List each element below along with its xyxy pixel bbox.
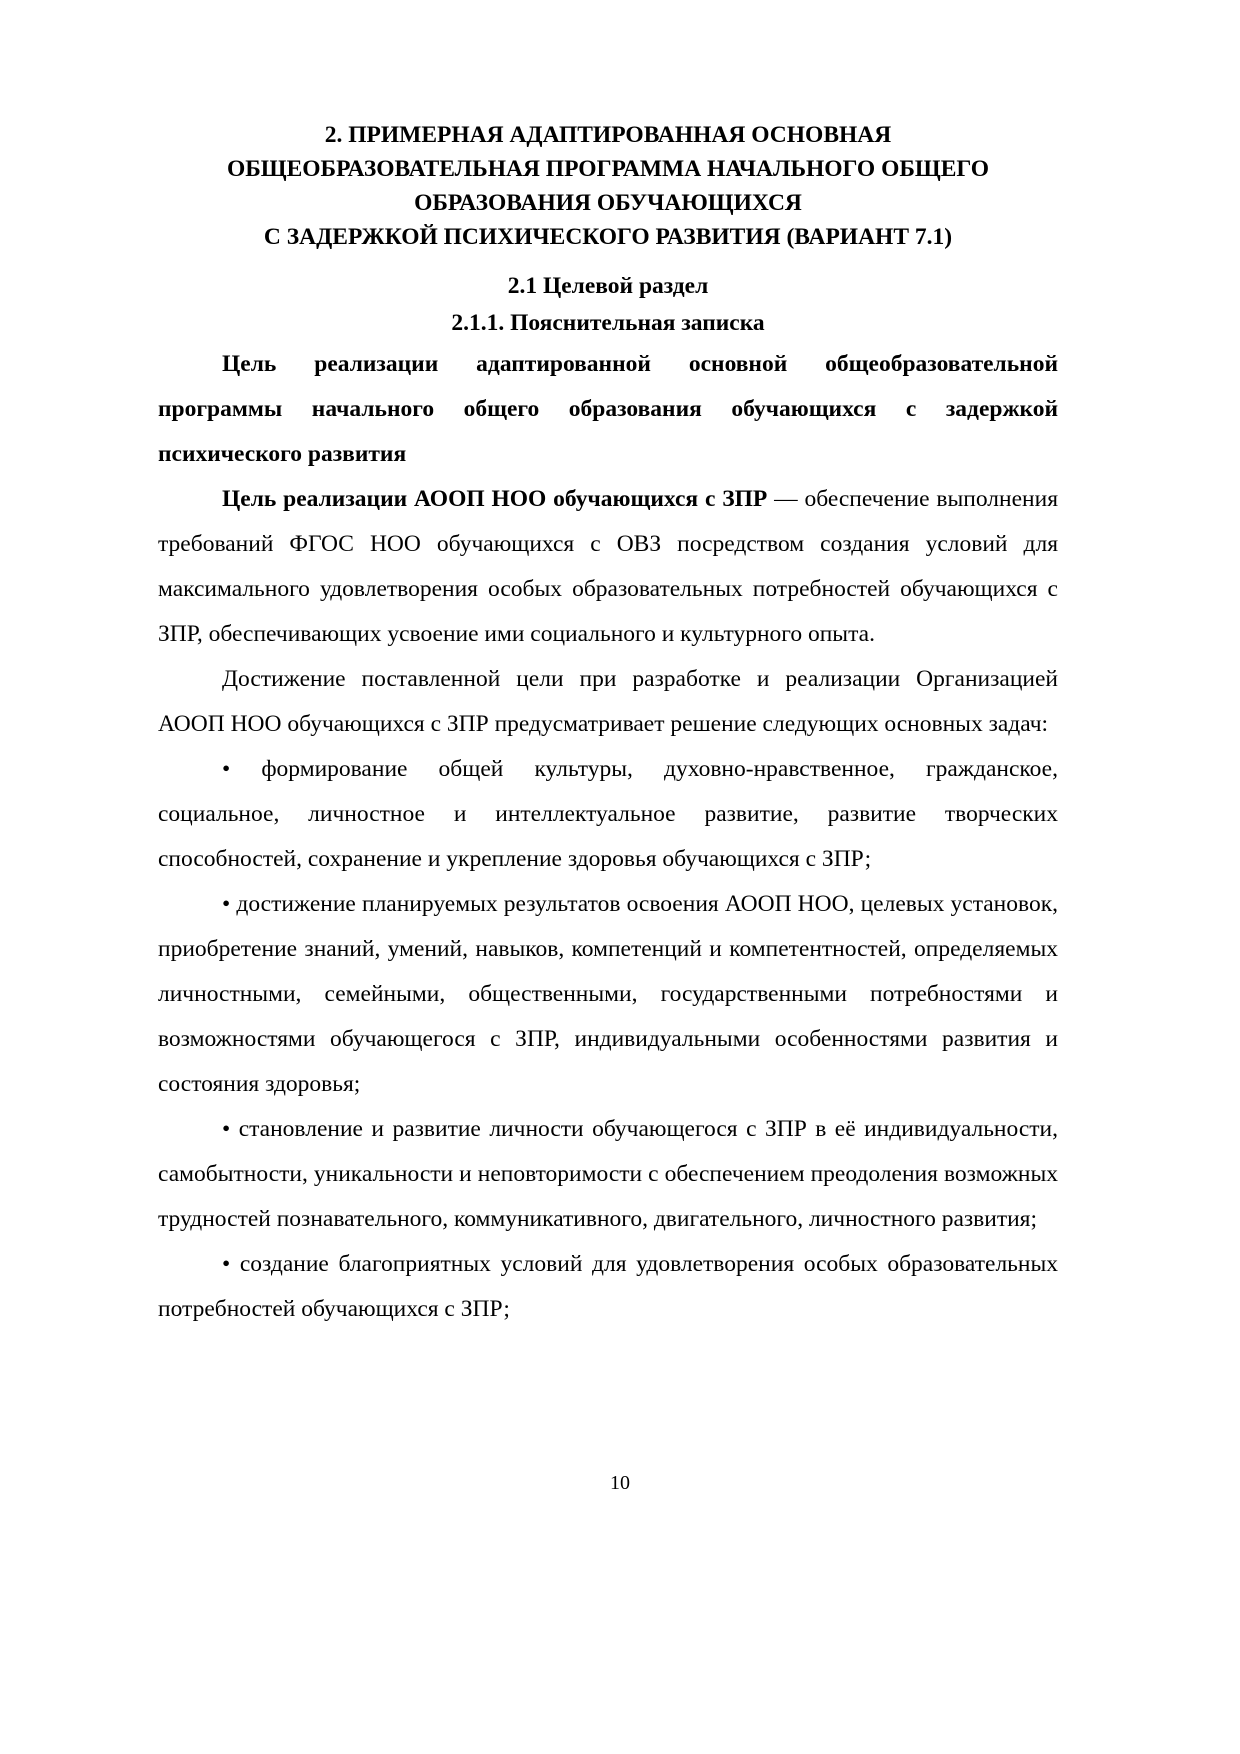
bold-text-run: Цель реализации адаптированной основной общеобразовательной программы начального общего образования обучающихся с задержкой психического развития	[158, 351, 1058, 467]
text-run: достижение планируемых результатов освоения АООП НОО, целевых установок, приобретение знаний, умений, навыков, компетенций и компетентностей, определяемых личностными, семейными, общественными, государственными потребностями и возможностями обучающегося с ЗПР, индивидуальными особенностями развития и состояния здоровья;	[158, 891, 1058, 1097]
text-run: формирование общей культуры, духовно-нравственное, гражданское, социальное, личностное и интеллектуальное развитие, развитие творческих способностей, сохранение и укрепление здоровья обучающихся с ЗПР;	[158, 756, 1058, 872]
title-line: ОБРАЗОВАНИЯ ОБУЧАЮЩИХСЯ	[414, 190, 802, 216]
text-run: создание благоприятных условий для удовлетворения особых образовательных потребностей обучающихся с ЗПР;	[158, 1251, 1059, 1322]
bullet-item	[158, 882, 1058, 1107]
text-run: — обеспечение выполнения требований ФГОС НОО обучающихся с ОВЗ посредством создания условий для максимального удовлетворения особых образовательных потребностей обучающихся с ЗПР, обеспечивающих усвоение ими социального и культурного опыта.	[158, 486, 1058, 647]
section-heading	[158, 268, 1058, 305]
bold-text-run: Цель реализации АООП НОО обучающихся с ЗПР	[222, 486, 768, 512]
bullet-item	[158, 1107, 1058, 1242]
bullet-item	[158, 747, 1058, 882]
document-title	[158, 118, 1058, 254]
text-run: становление и развитие личности обучающегося с ЗПР в её индивидуальности, самобытности, уникальности и неповторимости с обеспечением преодоления возможных трудностей познавательного, коммуникативного, двигательного, личностного развития;	[158, 1116, 1058, 1232]
paragraph-goal-heading	[158, 342, 1058, 477]
bullet-item	[158, 1242, 1058, 1332]
page-number: 10	[610, 1472, 630, 1494]
text-run: Достижение поставленной цели при разработке и реализации Организацией АООП НОО обучающихся с ЗПР предусматривает решение следующих основных задач:	[158, 666, 1058, 737]
bullet-marker: •	[222, 756, 262, 782]
title-line: ОБЩЕОБРАЗОВАТЕЛЬНАЯ ПРОГРАММА НАЧАЛЬНОГО ОБЩЕГО	[226, 156, 990, 182]
title-line: 2. ПРИМЕРНАЯ АДАПТИРОВАННАЯ ОСНОВНАЯ	[324, 122, 892, 148]
paragraph-goal-definition	[158, 477, 1058, 657]
bullet-marker: •	[222, 1251, 240, 1277]
bold-text-run: 2.1 Целевой раздел	[507, 273, 709, 299]
subsection-heading	[158, 305, 1058, 342]
title-line: С ЗАДЕРЖКОЙ ПСИХИЧЕСКОГО РАЗВИТИЯ (ВАРИАНТ 7.1)	[263, 224, 953, 250]
bullet-marker: •	[222, 891, 237, 917]
bullet-marker: •	[222, 1116, 239, 1142]
bold-text-run: 2.1.1. Пояснительная записка	[451, 310, 765, 336]
paragraph-tasks-intro	[158, 657, 1058, 747]
